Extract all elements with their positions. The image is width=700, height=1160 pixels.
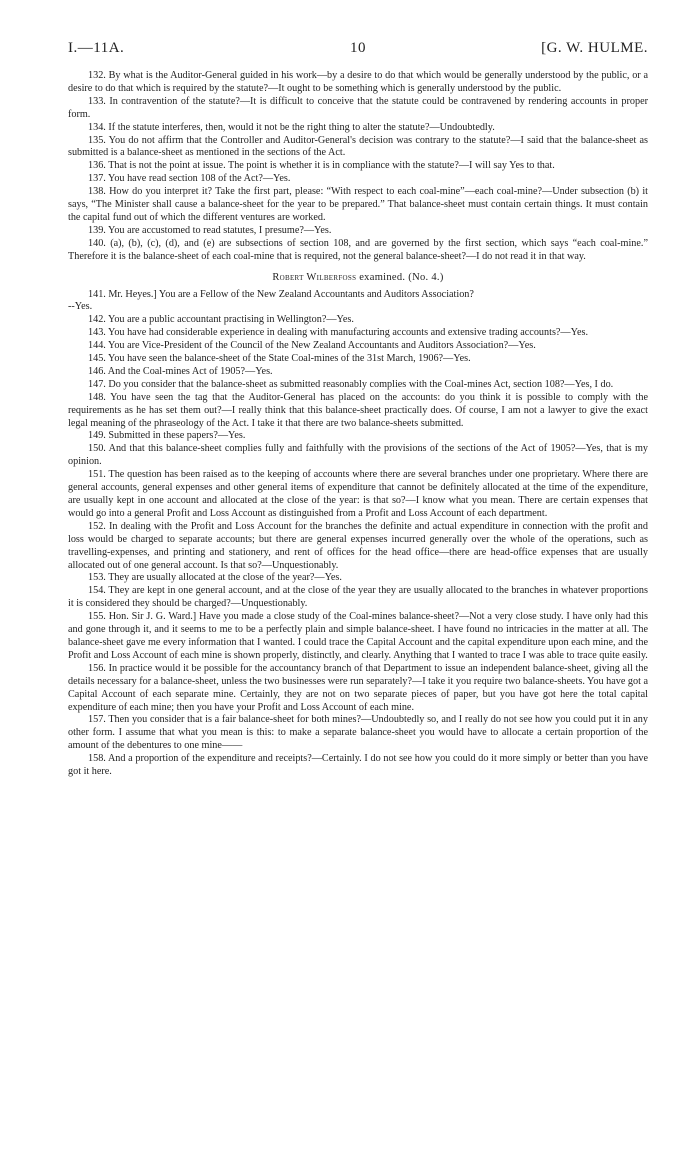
paragraph: 150. And that this balance-sheet complies fully and faithfully with the provisions of the sections of the Act of 1905?—Yes, that is my opinion. [68,443,648,468]
paragraph: 154. They are kept in one general account, and at the close of the year they are usually allocated to the branches in whatever proportions it is considered they should be charged?—Unquestionably. [68,585,648,610]
paragraph: 144. You are Vice-President of the Council of the New Zealand Accountants and Auditors Association?—Yes. [88,340,536,352]
paragraph: 139. You are accustomed to read statutes, I presume?—Yes. [88,224,332,236]
paragraph: 145. You have seen the balance-sheet of the State Coal-mines of the 31st March, 1906?—Yes. [88,353,471,365]
paragraph: 151. The question has been raised as to the keeping of accounts where there are several branches under one proprietary. Where there are general accounts, general expenses and other general items of expenditure that cannot be definitely allocated at the time of the expenditure, are usually kept in one account and allocated at the close of the year: is that so?—I know what you mean. There are certain expenses that would go into a general Profit and Loss Account as distinguished from a Profit and Loss Account of each department. [68,469,648,519]
witness-name: [G. W. HULME. [541,40,648,56]
paragraph: 146. And the Coal-mines Act of 1905?—Yes. [88,365,273,377]
paragraph: 140. (a), (b), (c), (d), and (e) are subsections of section 108, and are governed by the first section, which says “each coal-mine.” Therefore it is the balance-sheet of each coal-mine that is required, not the general balance-sheet?—I do not read it in that way. [68,237,648,262]
paragraph: 132. By what is the Auditor-General guided in his work—by a desire to do that which would be generally understood by the public, or a desire to do that which is required by the statute?—It ought to be something which is generally understood by the public. [68,70,648,94]
paragraph: 138. How do you interpret it? Take the first part, please: “With respect to each coal-mine”—each coal-mine?—Under subsection (b) it says, “The Minister shall cause a balance-sheet for the year to be prepared.” That balance-sheet must contain certain things. It must contain the capital fund out of which the different ventures are worked. [68,186,648,223]
paragraph: 137. You have read section 108 of the Act?—Yes. [88,173,291,185]
witness-subheading-name: Robert Wilberfoss [272,271,357,283]
paragraph: 148. You have seen the tag that the Auditor-General has placed on the accounts: do you think it is possible to comply with the requirements as he has set them out?—I really think that this balance-sheet practically does. Of course, I am not a lawyer to give the exact legal meaning of the phraseology of the Act. I take it that there are two balance-sheets submitted. [68,391,648,429]
paragraph: 152. In dealing with the Profit and Loss Account for the branches the definite and actual expenditure in connection with the profit and loss would be charged to separate accounts; but there are general expenses incurred generally over the whole of the operations, such as travelling-expenses, and printing and stationery, and rent of offices for the head office—there are head-office expenses that are usually allocated out of one general account. Is that so?—Unquestionably. [68,520,648,571]
paragraph: 149. Submitted in these papers?—Yes. [88,430,246,442]
document-page [68,40,648,779]
paragraph: 155. Hon. Sir J. G. Ward.] Have you made a close study of the Coal-mines balance-sheet?—Not a very close study. I have only had this and gone through it, and it seems to me to be a perfectly plain and simple balance-sheet. I have found no intricacies in the matter at all. The balance-sheet gave me every information that I wanted. I could trace the Capital Account and the capital expenditure upon each mine, and the Profit and Loss Account of each mine is shown properly, distinctly, and clearly. Anything that I wanted to trace I was able to trace quite easily. [68,611,648,661]
witness-subheading-text: examined. (No. 4.) [359,271,444,283]
paragraph: 147. Do you consider that the balance-sheet as submitted reasonably complies with the Coal-mines Act, section 108?—Yes, I do. [88,378,614,390]
page-number: 10 [350,40,366,56]
paragraph: 153. They are usually allocated at the close of the year?—Yes. [88,572,342,584]
paragraph: 143. You have had considerable experience in dealing with manufacturing accounts and extensive trading accounts?—Yes. [88,327,588,339]
paragraph: 133. In contravention of the statute?—It is difficult to conceive that the statute could be contravened by rendering accounts in proper form. [68,95,648,120]
paragraph: 136. That is not the point at issue. The point is whether it is in compliance with the statute?—I will say Yes to that. [88,160,555,172]
paragraph-continuation: --Yes. [68,301,93,313]
page-header [68,40,648,66]
paragraph: 157. Then you consider that is a fair balance-sheet for both mines?—Undoubtedly so, and I really do not see how you could put it in any other form. I assume that what you mean is this: to make a separate balance-sheet you would have to allocate a certain proportion of the amount of the debentures to one mine—— [68,714,648,752]
paragraph: 141. Mr. Heyes.] You are a Fellow of the New Zealand Accountants and Auditors Association? [88,288,474,300]
paragraph: 135. You do not affirm that the Controller and Auditor-General's decision was contrary to the statute?—I said that the balance-sheet as submitted is a balance-sheet as mentioned in the sections of the Act. [68,134,648,159]
paragraph: 134. If the statute interferes, then, would it not be the right thing to alter the statute?—Undoubtedly. [88,121,495,133]
paragraph: 142. You are a public accountant practising in Wellington?—Yes. [88,314,354,326]
paragraph: 156. In practice would it be possible for the accountancy branch of that Department to issue an independent balance-sheet, giving all the details necessary for a balance-sheet, unless the two businesses were run separately?—I take it you require two balance-sheets. You have got a Capital Account of each separate mine. Certainly, they are not on two separate pieces of paper, but you have got here the total capital expenditure of each mine; then you have your Profit and Loss Account of each mine. [68,662,648,713]
witness-subheading [68,272,648,285]
document-body [68,70,648,779]
paper-reference: I.—11A. [68,40,125,56]
paragraph: 158. And a proportion of the expenditure and receipts?—Certainly. I do not see how you could do it more simply or better than you have got it here. [68,753,648,778]
